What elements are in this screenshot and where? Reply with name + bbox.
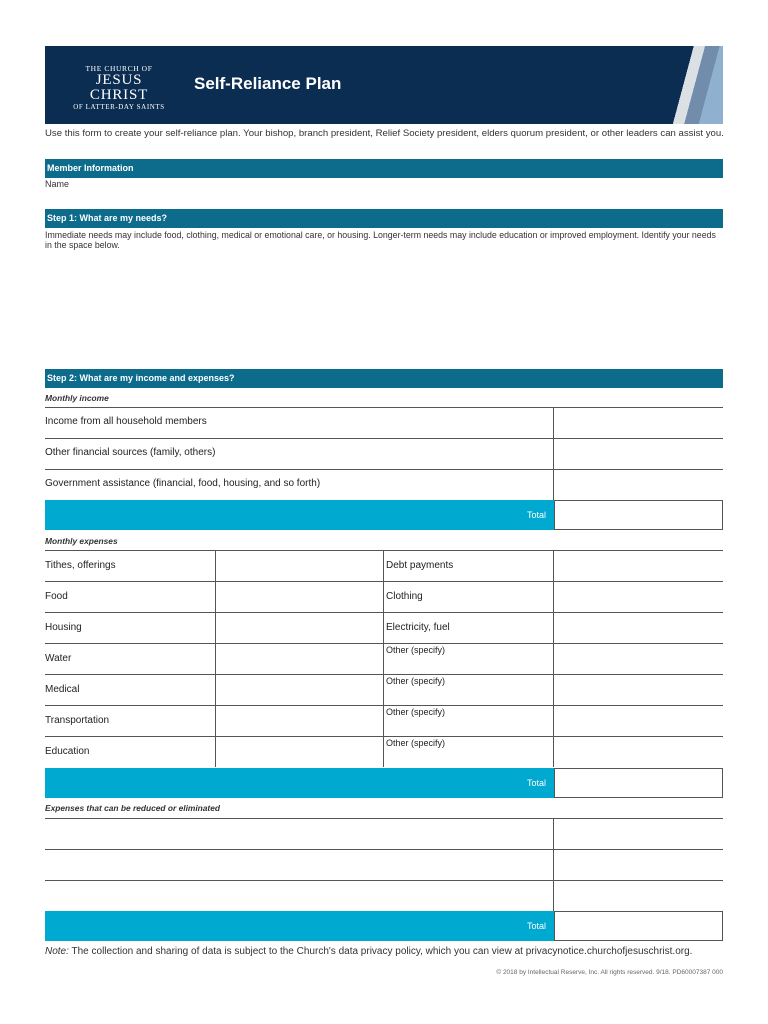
reduced-expenses-label: Expenses that can be reduced or eliminated (45, 803, 220, 813)
step1-instructions: Immediate needs may include food, clothing, medical or emotional care, or housing. Longer-term needs may include education or improved employment. Identify your needs in the space below. (45, 230, 716, 250)
step1-heading: Step 1: What are my needs? (45, 209, 723, 228)
income-row-label: Income from all household members (45, 416, 207, 427)
income-total-bar (45, 500, 554, 530)
expense-label-education: Education (45, 746, 90, 757)
expenses-total-field[interactable] (554, 768, 723, 798)
note-text: The collection and sharing of data is subject to the Church's data privacy policy, which you can view at privacynotice.churchofjesuschrist.org. (68, 946, 693, 957)
expense-label-other: Other (specify) (386, 676, 446, 686)
needs-field[interactable] (45, 256, 723, 364)
expense-divider (215, 550, 216, 767)
income-amount-field[interactable] (555, 470, 723, 499)
intro-text: Use this form to create your self-reliance plan. Your bishop, branch president, Relief Society president, elders quorum president, or other leaders can assist you. (45, 128, 724, 139)
income-divider (553, 407, 554, 500)
copyright: © 2018 by Intellectual Reserve, Inc. All rights reserved. 9/18. PD60007387 000 (496, 969, 723, 976)
reduced-total-label: Total (526, 921, 546, 931)
expense-label-other: Other (specify) (386, 645, 446, 655)
expense-label-food: Food (45, 591, 68, 602)
reduced-total-bar (45, 911, 554, 941)
church-logo (65, 64, 173, 112)
monthly-income-label: Monthly income (45, 393, 109, 403)
reduced-amount-fields[interactable] (555, 819, 723, 910)
name-label: Name (45, 179, 70, 189)
income-amount-field[interactable] (555, 439, 723, 468)
expense-divider (553, 550, 554, 767)
expense-label-other: Other (specify) (386, 738, 446, 748)
name-field[interactable] (80, 178, 723, 192)
expense-label-electricity: Electricity, fuel (386, 622, 450, 633)
expense-label-clothing: Clothing (386, 591, 423, 602)
income-total-field[interactable] (554, 500, 723, 530)
reduced-description-fields[interactable] (45, 819, 552, 910)
expense-label-water: Water (45, 653, 72, 664)
income-total-label: Total (526, 510, 546, 520)
monthly-expenses-label: Monthly expenses (45, 536, 118, 546)
income-row-label: Government assistance (financial, food, housing, and so forth) (45, 478, 321, 489)
note-prefix: Note: (45, 946, 69, 957)
expense-amount-fields-left[interactable] (217, 551, 382, 766)
privacy-note (45, 946, 692, 957)
logo-line-3: OF LATTER-DAY SAINTS (73, 103, 165, 111)
expense-label-other: Other (specify) (386, 707, 446, 717)
step2-heading: Step 2: What are my income and expenses? (45, 369, 723, 388)
header-decoration (663, 46, 723, 124)
logo-line-2: JESUS CHRIST (89, 72, 149, 103)
logo-line-1: THE CHURCH OF (85, 64, 153, 73)
income-row-label: Other financial sources (family, others) (45, 447, 216, 458)
expense-label-medical: Medical (45, 684, 80, 695)
expense-label-tithes: Tithes, offerings (45, 560, 116, 571)
expense-label-debt: Debt payments (386, 560, 454, 571)
expense-amount-fields-right[interactable] (555, 551, 723, 766)
member-information-heading: Member Information (45, 159, 723, 178)
reduced-divider (553, 818, 554, 911)
income-amount-field[interactable] (555, 408, 723, 437)
expenses-total-bar (45, 768, 554, 798)
expense-label-housing: Housing (45, 622, 82, 633)
expense-divider (383, 550, 384, 767)
reduced-total-field[interactable] (554, 911, 723, 941)
expenses-total-label: Total (526, 778, 546, 788)
page-header (45, 46, 723, 124)
page-title: Self-Reliance Plan (194, 74, 342, 93)
expense-label-transportation: Transportation (45, 715, 110, 726)
